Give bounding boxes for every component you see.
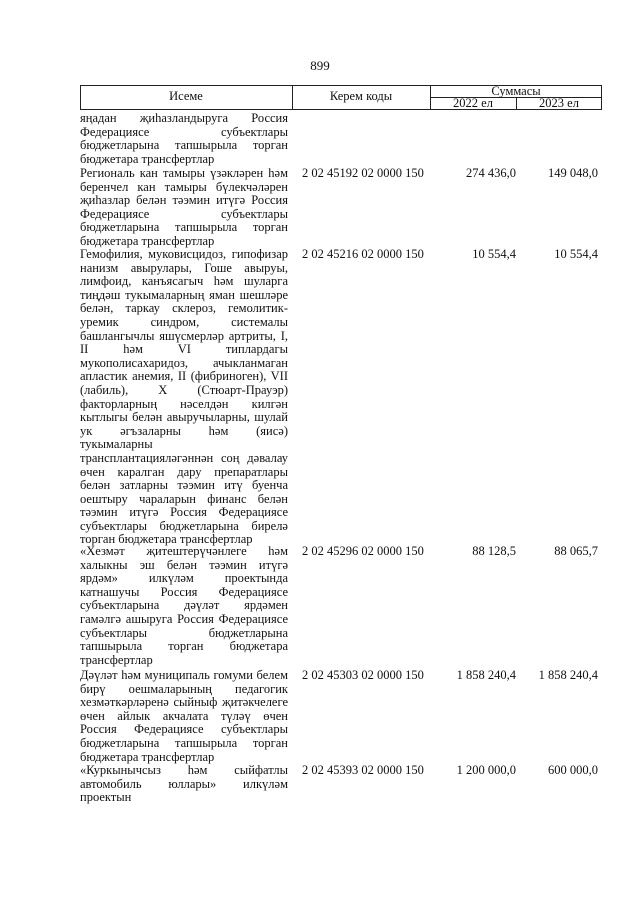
row-name: Дәүләт һәм муниципаль гомуми белем бирү оешмаларының педагогик хезмәткәрләренә сыйныф җитәкчелеге өчен айлык акчалата түләү өчен Россия Федерациясе субъектлары бюджетларына тапшырыла торган бюджетара трансфертлар xyxy=(80,668,288,764)
row-name: Гемофилия, муковисцидоз, гипофизар нанизм авырулары, Гоше авыруы, лимфоид, канъясагыч һәм шуларга тиңдәш тукымаларның яман шешләре белән, таркау склероз, гемолитик-уремик синдром, системалы башлангычлы яшүсмерләр артриты, I, II һәм VI типлардагы мукополисахаридоз, ачыкланмаган апластик анемия, II (фибриноген), VII (лабиль), X (Стюарт-Прауэр) факторларның нәселдән килгән кытлыгы белән авыручыларны, шулай ук әгъзаларны һәм (яисә) тукымаларны трансплантацияләгәннән соң дәвалау өчен каралган дару препаратлары белән затларны тәэмин итү буенча оештыру чараларын финанс белән тәэмин итүгә Россия Федерациясе субъектлары бюджетларына бирелә торган бюджетара трансфертлар xyxy=(80,247,288,547)
header-year-2022: 2022 ел xyxy=(453,96,493,110)
row-name: «Куркынычсыз һәм сыйфатлы автомобиль юллары» илкүләм проектын xyxy=(80,763,288,805)
row-name: яңадан җиһазландыруга Россия Федерациясе субъектлары бюджетларына тапшырыла торган бюджетара трансфертлар xyxy=(80,111,288,166)
row-value-2023: 10 554,4 xyxy=(554,247,598,261)
row-name: «Хезмәт җитештерүчәнлеге һәм халыкны эш белән тәэмин итүгә ярдәм» илкүләм проектында катнашучы Россия Федерациясе субъектларына дәүләт ярдәмен гамәлгә ашыруга Россия Федерациясе субъектлары бюджетларына тапшырыла торган бюджетара трансфертлар xyxy=(80,544,288,667)
row-value-2023: 600 000,0 xyxy=(548,763,598,777)
row-code: 2 02 45393 02 0000 150 xyxy=(302,763,424,777)
row-value-2023: 149 048,0 xyxy=(548,166,598,180)
header-year-2023: 2023 ел xyxy=(539,96,579,110)
row-value-2022: 1 858 240,4 xyxy=(456,668,516,682)
row-name: Региональ кан тамыры үзәкләрен һәм беренчел кан тамыры бүлекчәләрен җиһазлар белән тәэмин итүгә Россия Федерациясе субъектлары бюджетларына тапшырыла торган бюджетара трансфертлар xyxy=(80,166,288,248)
header-code: Керем коды xyxy=(329,89,393,103)
header-sums: Суммасы xyxy=(491,84,541,98)
header-name: Исеме xyxy=(169,89,203,103)
page-number: 899 xyxy=(310,58,330,73)
table-header xyxy=(80,85,602,109)
row-value-2022: 88 128,5 xyxy=(472,544,516,558)
row-code: 2 02 45303 02 0000 150 xyxy=(302,668,424,682)
row-code: 2 02 45216 02 0000 150 xyxy=(302,247,424,261)
row-value-2022: 274 436,0 xyxy=(466,166,516,180)
row-value-2023: 1 858 240,4 xyxy=(538,668,598,682)
row-code: 2 02 45296 02 0000 150 xyxy=(302,544,424,558)
row-value-2022: 1 200 000,0 xyxy=(456,763,516,777)
row-value-2022: 10 554,4 xyxy=(472,247,516,261)
row-value-2023: 88 065,7 xyxy=(554,544,598,558)
row-code: 2 02 45192 02 0000 150 xyxy=(302,166,424,180)
